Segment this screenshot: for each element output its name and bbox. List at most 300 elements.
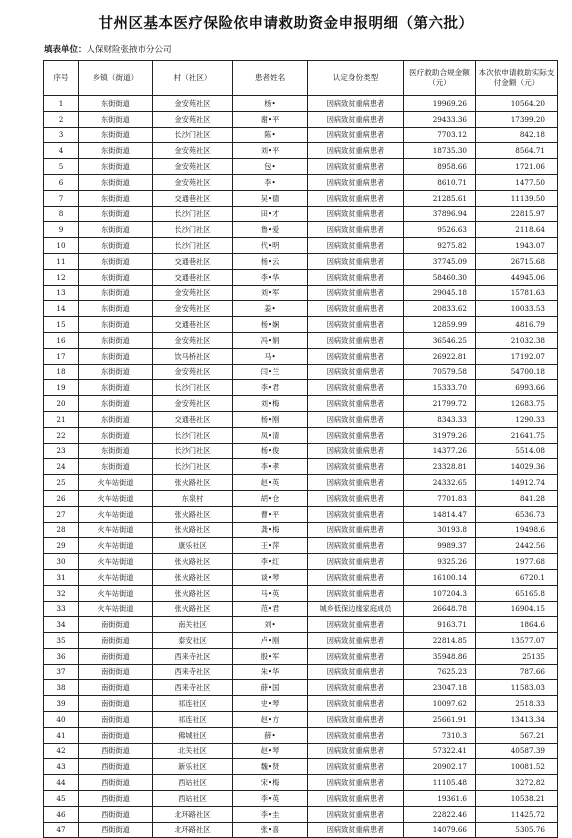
identity-type-cell: 城乡低保边缘家庭成员: [308, 601, 404, 617]
township-cell: 火车站街道: [79, 585, 153, 601]
compliant-amount-cell: 37896.94: [404, 206, 476, 222]
paid-amount-cell: 40587.39: [476, 743, 558, 759]
community-cell: 饮马桥社区: [153, 348, 233, 364]
paid-amount-cell: 8564.71: [476, 143, 558, 159]
township-cell: 火车站街道: [79, 538, 153, 554]
table-row: [44, 459, 558, 475]
community-cell: 交通巷社区: [153, 317, 233, 333]
township-cell: 西街街道: [79, 759, 153, 775]
patient-name-cell: 殷•军: [233, 648, 308, 664]
community-cell: 交通巷社区: [153, 269, 233, 285]
paid-amount-cell: 841.28: [476, 490, 558, 506]
paid-amount-cell: 17192.07: [476, 348, 558, 364]
table-row: [44, 222, 558, 238]
row-index: 14: [44, 301, 79, 317]
patient-name-cell: 薛•国: [233, 680, 308, 696]
compliant-amount-cell: 14377.26: [404, 443, 476, 459]
township-cell: 火车站街道: [79, 522, 153, 538]
patient-name-cell: 李•圭: [233, 806, 308, 822]
compliant-amount-cell: 25661.91: [404, 712, 476, 728]
identity-type-cell: 因病致贫重病患者: [308, 490, 404, 506]
identity-type-cell: 因病致贫重病患者: [308, 380, 404, 396]
table-row: [44, 585, 558, 601]
township-cell: 火车站街道: [79, 554, 153, 570]
row-index: 8: [44, 206, 79, 222]
township-cell: 东街街道: [79, 348, 153, 364]
patient-name-cell: 李•华: [233, 269, 308, 285]
row-index: 46: [44, 806, 79, 822]
identity-type-cell: 因病致贫重病患者: [308, 269, 404, 285]
row-index: 22: [44, 427, 79, 443]
patient-name-cell: 宋•梅: [233, 775, 308, 791]
compliant-amount-cell: 7310.3: [404, 727, 476, 743]
patient-name-cell: 李•红: [233, 554, 308, 570]
community-cell: 祁连社区: [153, 712, 233, 728]
row-index: 40: [44, 712, 79, 728]
identity-type-cell: 因病致贫重病患者: [308, 206, 404, 222]
community-cell: 张火路社区: [153, 585, 233, 601]
township-cell: 西街街道: [79, 822, 153, 838]
identity-type-cell: 因病致贫重病患者: [308, 775, 404, 791]
row-index: 42: [44, 743, 79, 759]
paid-amount-cell: 6536.73: [476, 506, 558, 522]
table-row: [44, 775, 558, 791]
row-index: 18: [44, 364, 79, 380]
paid-amount-cell: 11139.50: [476, 190, 558, 206]
paid-amount-cell: 1290.33: [476, 411, 558, 427]
identity-type-cell: 因病致贫重病患者: [308, 585, 404, 601]
compliant-amount-cell: 7701.83: [404, 490, 476, 506]
township-cell: 西街街道: [79, 743, 153, 759]
compliant-amount-cell: 22814.85: [404, 633, 476, 649]
identity-type-cell: 因病致贫重病患者: [308, 364, 404, 380]
table-row: [44, 806, 558, 822]
table-row: [44, 269, 558, 285]
community-cell: 南关社区: [153, 617, 233, 633]
row-index: 38: [44, 680, 79, 696]
paid-amount-cell: 6993.66: [476, 380, 558, 396]
table-row: [44, 648, 558, 664]
paid-amount-cell: 10081.52: [476, 759, 558, 775]
paid-amount-cell: 10564.20: [476, 96, 558, 112]
patient-name-cell: 王•萍: [233, 538, 308, 554]
identity-type-cell: 因病致贫重病患者: [308, 317, 404, 333]
row-index: 5: [44, 159, 79, 175]
patient-name-cell: 杨•俊: [233, 443, 308, 459]
identity-type-cell: 因病致贫重病患者: [308, 238, 404, 254]
township-cell: 东街街道: [79, 285, 153, 301]
table-row: [44, 538, 558, 554]
compliant-amount-cell: 15333.70: [404, 380, 476, 396]
table-row: [44, 206, 558, 222]
township-cell: 火车站街道: [79, 569, 153, 585]
paid-amount-cell: 5514.08: [476, 443, 558, 459]
compliant-amount-cell: 24332.65: [404, 475, 476, 491]
paid-amount-cell: 17399.20: [476, 111, 558, 127]
row-index: 25: [44, 475, 79, 491]
compliant-amount-cell: 9989.37: [404, 538, 476, 554]
table-row: [44, 427, 558, 443]
compliant-amount-cell: 58460.30: [404, 269, 476, 285]
table-row: [44, 317, 558, 333]
community-cell: 西站社区: [153, 775, 233, 791]
paid-amount-cell: 3272.82: [476, 775, 558, 791]
identity-type-cell: 因病致贫重病患者: [308, 680, 404, 696]
paid-amount-cell: 1864.6: [476, 617, 558, 633]
identity-type-cell: 因病致贫重病患者: [308, 253, 404, 269]
township-cell: 东街街道: [79, 301, 153, 317]
table-row: [44, 522, 558, 538]
table-header-row: [44, 61, 558, 96]
township-cell: 东街街道: [79, 174, 153, 190]
compliant-amount-cell: 20833.62: [404, 301, 476, 317]
row-index: 9: [44, 222, 79, 238]
identity-type-cell: 因病致贫重病患者: [308, 569, 404, 585]
compliant-amount-cell: 37745.09: [404, 253, 476, 269]
compliant-amount-cell: 19969.26: [404, 96, 476, 112]
community-cell: 佛城社区: [153, 727, 233, 743]
identity-type-cell: 因病致贫重病患者: [308, 554, 404, 570]
paid-amount-cell: 1721.06: [476, 159, 558, 175]
table-row: [44, 111, 558, 127]
township-cell: 东街街道: [79, 317, 153, 333]
row-index: 37: [44, 664, 79, 680]
patient-name-cell: 田•才: [233, 206, 308, 222]
paid-amount-cell: 842.18: [476, 127, 558, 143]
table-row: [44, 348, 558, 364]
paid-amount-cell: 10538.21: [476, 791, 558, 807]
township-cell: 东街街道: [79, 459, 153, 475]
township-cell: 东街街道: [79, 396, 153, 412]
township-cell: 火车站街道: [79, 506, 153, 522]
community-cell: 金安苑社区: [153, 143, 233, 159]
compliant-amount-cell: 107204.3: [404, 585, 476, 601]
table-row: [44, 443, 558, 459]
row-index: 20: [44, 396, 79, 412]
identity-type-cell: 因病致贫重病患者: [308, 506, 404, 522]
community-cell: 金安苑社区: [153, 159, 233, 175]
paid-amount-cell: 2442.56: [476, 538, 558, 554]
identity-type-cell: 因病致贫重病患者: [308, 222, 404, 238]
row-index: 32: [44, 585, 79, 601]
compliant-amount-cell: 9325.26: [404, 554, 476, 570]
community-cell: 西来寺社区: [153, 648, 233, 664]
patient-name-cell: 马•: [233, 348, 308, 364]
township-cell: 西街街道: [79, 791, 153, 807]
header-identity-type: 认定身份类型: [308, 61, 404, 96]
patient-name-cell: 曹•平: [233, 506, 308, 522]
header-patient-name: 患者姓名: [233, 61, 308, 96]
township-cell: 东街街道: [79, 127, 153, 143]
township-cell: 南街街道: [79, 696, 153, 712]
paid-amount-cell: 13413.34: [476, 712, 558, 728]
community-cell: 交通巷社区: [153, 411, 233, 427]
township-cell: 东街街道: [79, 238, 153, 254]
row-index: 21: [44, 411, 79, 427]
table-row: [44, 396, 558, 412]
compliant-amount-cell: 29045.18: [404, 285, 476, 301]
table-row: [44, 601, 558, 617]
compliant-amount-cell: 23047.18: [404, 680, 476, 696]
table-row: [44, 301, 558, 317]
patient-name-cell: 冯•娟: [233, 332, 308, 348]
paid-amount-cell: 2118.64: [476, 222, 558, 238]
compliant-amount-cell: 14079.66: [404, 822, 476, 838]
paid-amount-cell: 11425.72: [476, 806, 558, 822]
compliant-amount-cell: 26922.81: [404, 348, 476, 364]
header-community: 村（社区）: [153, 61, 233, 96]
patient-name-cell: 代•明: [233, 238, 308, 254]
table-row: [44, 791, 558, 807]
township-cell: 东街街道: [79, 111, 153, 127]
table-row: [44, 822, 558, 838]
row-index: 26: [44, 490, 79, 506]
community-cell: 金安苑社区: [153, 364, 233, 380]
paid-amount-cell: 787.66: [476, 664, 558, 680]
township-cell: 西街街道: [79, 806, 153, 822]
row-index: 34: [44, 617, 79, 633]
compliant-amount-cell: 21799.72: [404, 396, 476, 412]
table-row: [44, 727, 558, 743]
community-cell: 北环路社区: [153, 806, 233, 822]
patient-name-cell: 杨•云: [233, 253, 308, 269]
community-cell: 长沙门社区: [153, 238, 233, 254]
patient-name-cell: 李•君: [233, 380, 308, 396]
compliant-amount-cell: 9163.71: [404, 617, 476, 633]
community-cell: 金安苑社区: [153, 285, 233, 301]
compliant-amount-cell: 11105.48: [404, 775, 476, 791]
paid-amount-cell: 26715.68: [476, 253, 558, 269]
community-cell: 北环路社区: [153, 822, 233, 838]
community-cell: 张火路社区: [153, 475, 233, 491]
compliant-amount-cell: 7625.23: [404, 664, 476, 680]
identity-type-cell: 因病致贫重病患者: [308, 743, 404, 759]
table-row: [44, 411, 558, 427]
row-index: 41: [44, 727, 79, 743]
identity-type-cell: 因病致贫重病患者: [308, 727, 404, 743]
table-row: [44, 190, 558, 206]
row-index: 11: [44, 253, 79, 269]
patient-name-cell: 谈•琴: [233, 569, 308, 585]
community-cell: 交通巷社区: [153, 253, 233, 269]
paid-amount-cell: 1943.07: [476, 238, 558, 254]
community-cell: 西来寺社区: [153, 664, 233, 680]
table-row: [44, 490, 558, 506]
township-cell: 东街街道: [79, 159, 153, 175]
paid-amount-cell: 1477.50: [476, 174, 558, 190]
paid-amount-cell: 14029.36: [476, 459, 558, 475]
patient-name-cell: 赵•方: [233, 712, 308, 728]
table-row: [44, 633, 558, 649]
compliant-amount-cell: 7703.12: [404, 127, 476, 143]
township-cell: 东街街道: [79, 222, 153, 238]
compliant-amount-cell: 16100.14: [404, 569, 476, 585]
township-cell: 东街街道: [79, 253, 153, 269]
paid-amount-cell: 5305.76: [476, 822, 558, 838]
community-cell: 长沙门社区: [153, 443, 233, 459]
row-index: 17: [44, 348, 79, 364]
township-cell: 南街街道: [79, 680, 153, 696]
compliant-amount-cell: 19361.6: [404, 791, 476, 807]
header-paid-amount: 本次依申请救助实际支付金额（元）: [476, 61, 558, 96]
table-row: [44, 174, 558, 190]
community-cell: 金安苑社区: [153, 174, 233, 190]
paid-amount-cell: 567.21: [476, 727, 558, 743]
row-index: 1: [44, 96, 79, 112]
row-index: 30: [44, 554, 79, 570]
township-cell: 东街街道: [79, 443, 153, 459]
identity-type-cell: 因病致贫重病患者: [308, 127, 404, 143]
community-cell: 金安苑社区: [153, 111, 233, 127]
patient-name-cell: 鲁•爱: [233, 222, 308, 238]
paid-amount-cell: 21641.75: [476, 427, 558, 443]
paid-amount-cell: 16904.15: [476, 601, 558, 617]
community-cell: 泰安社区: [153, 633, 233, 649]
row-index: 13: [44, 285, 79, 301]
header-compliant-amount: 医疗救助合规金额（元）: [404, 61, 476, 96]
paid-amount-cell: 2518.33: [476, 696, 558, 712]
community-cell: 康乐社区: [153, 538, 233, 554]
community-cell: 金安苑社区: [153, 332, 233, 348]
filling-unit-value: 人保财险张掖市分公司: [86, 45, 172, 55]
identity-type-cell: 因病致贫重病患者: [308, 427, 404, 443]
row-index: 28: [44, 522, 79, 538]
row-index: 15: [44, 317, 79, 333]
paid-amount-cell: 22815.97: [476, 206, 558, 222]
paid-amount-cell: 65165.8: [476, 585, 558, 601]
identity-type-cell: 因病致贫重病患者: [308, 664, 404, 680]
patient-name-cell: 史•琴: [233, 696, 308, 712]
patient-name-cell: 龚•梅: [233, 522, 308, 538]
table-row: [44, 364, 558, 380]
township-cell: 东街街道: [79, 332, 153, 348]
row-index: 31: [44, 569, 79, 585]
patient-name-cell: 刘•平: [233, 143, 308, 159]
identity-type-cell: 因病致贫重病患者: [308, 712, 404, 728]
row-index: 16: [44, 332, 79, 348]
identity-type-cell: 因病致贫重病患者: [308, 633, 404, 649]
community-cell: 祁连社区: [153, 696, 233, 712]
paid-amount-cell: 13577.07: [476, 633, 558, 649]
patient-name-cell: 杨•刚: [233, 411, 308, 427]
patient-name-cell: 薛•: [233, 727, 308, 743]
community-cell: 金安苑社区: [153, 396, 233, 412]
township-cell: 东街街道: [79, 411, 153, 427]
community-cell: 金安苑社区: [153, 96, 233, 112]
patient-name-cell: 张•喜: [233, 822, 308, 838]
table-row: [44, 475, 558, 491]
township-cell: 东街街道: [79, 206, 153, 222]
community-cell: 长沙门社区: [153, 427, 233, 443]
relief-fund-table: [43, 60, 558, 838]
compliant-amount-cell: 8610.71: [404, 174, 476, 190]
township-cell: 南街街道: [79, 633, 153, 649]
row-index: 24: [44, 459, 79, 475]
identity-type-cell: 因病致贫重病患者: [308, 459, 404, 475]
row-index: 33: [44, 601, 79, 617]
compliant-amount-cell: 21285.61: [404, 190, 476, 206]
patient-name-cell: 李•英: [233, 791, 308, 807]
paid-amount-cell: 10033.53: [476, 301, 558, 317]
compliant-amount-cell: 31979.26: [404, 427, 476, 443]
identity-type-cell: 因病致贫重病患者: [308, 791, 404, 807]
identity-type-cell: 因病致贫重病患者: [308, 159, 404, 175]
row-index: 44: [44, 775, 79, 791]
table-row: [44, 253, 558, 269]
compliant-amount-cell: 36546.25: [404, 332, 476, 348]
identity-type-cell: 因病致贫重病患者: [308, 443, 404, 459]
community-cell: 长沙门社区: [153, 222, 233, 238]
identity-type-cell: 因病致贫重病患者: [308, 411, 404, 427]
row-index: 3: [44, 127, 79, 143]
compliant-amount-cell: 9526.63: [404, 222, 476, 238]
patient-name-cell: 刘•军: [233, 285, 308, 301]
compliant-amount-cell: 20902.17: [404, 759, 476, 775]
patient-name-cell: 卢•刚: [233, 633, 308, 649]
paid-amount-cell: 4816.79: [476, 317, 558, 333]
patient-name-cell: 刘•: [233, 617, 308, 633]
header-index: 序号: [44, 61, 79, 96]
patient-name-cell: 赵•英: [233, 475, 308, 491]
row-index: 19: [44, 380, 79, 396]
community-cell: 金安苑社区: [153, 301, 233, 317]
community-cell: 张火路社区: [153, 554, 233, 570]
table-row: [44, 143, 558, 159]
identity-type-cell: 因病致贫重病患者: [308, 348, 404, 364]
table-row: [44, 617, 558, 633]
table-row: [44, 285, 558, 301]
community-cell: 新乐社区: [153, 759, 233, 775]
identity-type-cell: 因病致贫重病患者: [308, 806, 404, 822]
identity-type-cell: 因病致贫重病患者: [308, 759, 404, 775]
compliant-amount-cell: 57322.41: [404, 743, 476, 759]
identity-type-cell: 因病致贫重病患者: [308, 522, 404, 538]
row-index: 43: [44, 759, 79, 775]
patient-name-cell: 范•君: [233, 601, 308, 617]
filling-unit-label: 填表单位：: [44, 45, 87, 55]
community-cell: 张火路社区: [153, 569, 233, 585]
table-row: [44, 712, 558, 728]
patient-name-cell: 吴•德: [233, 190, 308, 206]
paid-amount-cell: 11583.03: [476, 680, 558, 696]
header-township: 乡镇（街道）: [79, 61, 153, 96]
table-row: [44, 380, 558, 396]
township-cell: 火车站街道: [79, 475, 153, 491]
table-row: [44, 506, 558, 522]
identity-type-cell: 因病致贫重病患者: [308, 174, 404, 190]
compliant-amount-cell: 70579.58: [404, 364, 476, 380]
row-index: 10: [44, 238, 79, 254]
paid-amount-cell: 44945.06: [476, 269, 558, 285]
community-cell: 西站社区: [153, 791, 233, 807]
patient-name-cell: 朱•华: [233, 664, 308, 680]
patient-name-cell: 刘•梅: [233, 396, 308, 412]
compliant-amount-cell: 18735.30: [404, 143, 476, 159]
table-row: [44, 554, 558, 570]
township-cell: 南街街道: [79, 648, 153, 664]
table-row: [44, 159, 558, 175]
identity-type-cell: 因病致贫重病患者: [308, 648, 404, 664]
township-cell: 东街街道: [79, 96, 153, 112]
township-cell: 东街街道: [79, 190, 153, 206]
identity-type-cell: 因病致贫重病患者: [308, 822, 404, 838]
paid-amount-cell: 15781.63: [476, 285, 558, 301]
patient-name-cell: 姜•: [233, 301, 308, 317]
patient-name-cell: 陈•: [233, 127, 308, 143]
row-index: 2: [44, 111, 79, 127]
identity-type-cell: 因病致贫重病患者: [308, 285, 404, 301]
compliant-amount-cell: 8958.66: [404, 159, 476, 175]
